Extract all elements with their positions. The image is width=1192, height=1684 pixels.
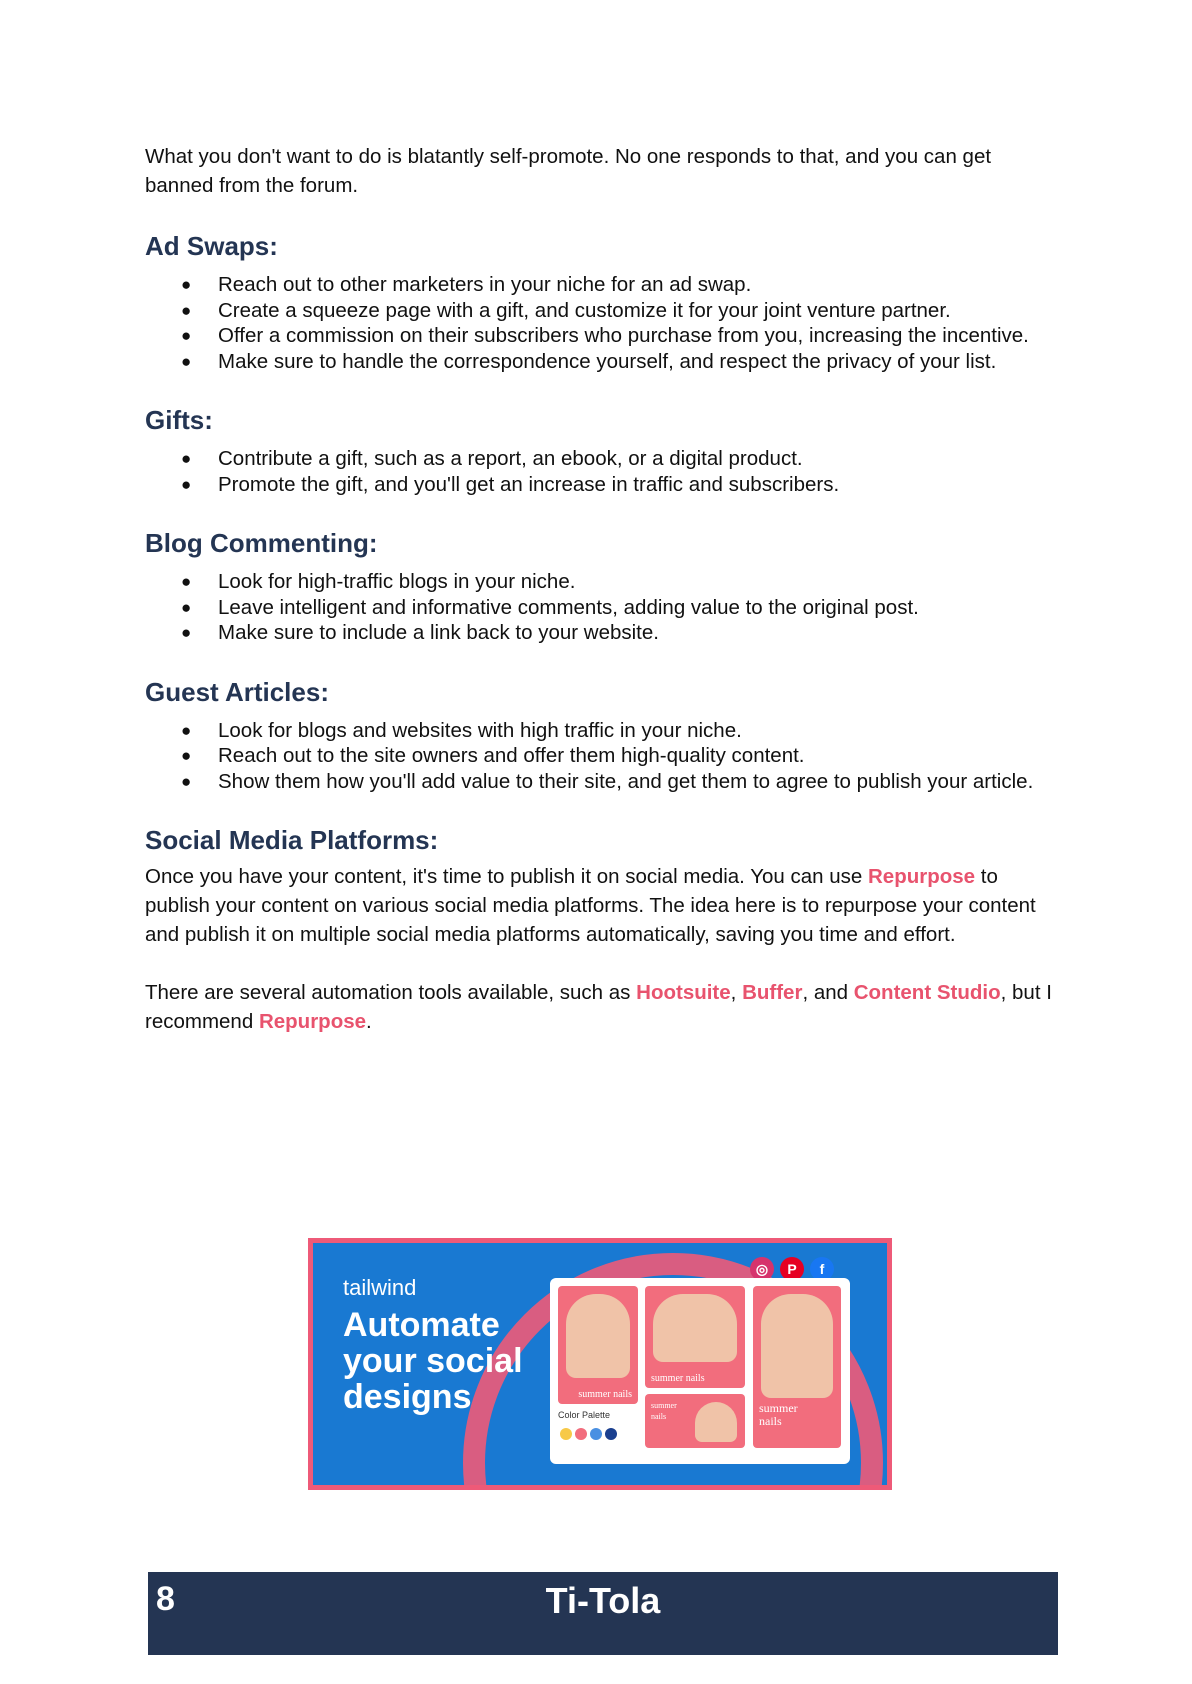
- card-caption: summer nails: [651, 1373, 705, 1384]
- color-palette-label: Color Palette: [558, 1410, 611, 1420]
- bullet-icon: ●: [181, 746, 192, 765]
- bullet-icon: ●: [181, 449, 192, 468]
- card-caption: summer nails: [759, 1401, 798, 1428]
- list-item: ● Contribute a gift, such as a report, an ebook, or a digital product.: [181, 447, 803, 470]
- bullet-icon: ●: [181, 275, 192, 294]
- bullet-icon: ●: [181, 771, 192, 791]
- heading-gifts: Gifts:: [145, 405, 213, 435]
- heading-social-media: Social Media Platforms:: [145, 825, 439, 855]
- list-item: ● Leave intelligent and informative comments, adding value to the original post.: [181, 595, 919, 619]
- bullet-icon: ●: [181, 597, 192, 617]
- instagram-icon: ◎: [750, 1257, 774, 1281]
- design-card: [645, 1394, 745, 1448]
- palette-swatch: [605, 1428, 617, 1440]
- pinterest-icon: P: [780, 1257, 804, 1281]
- footer-title: Ti-Tola: [545, 1580, 661, 1621]
- heading-blog-commenting: Blog Commenting:: [145, 528, 378, 558]
- hand-image: [761, 1294, 833, 1398]
- list-guest-articles: [145, 718, 1055, 795]
- social-paragraph-2: There are several automation tools available, such as Hootsuite, Buffer, and Content Studio, but I recommend Repurpose.: [145, 981, 1052, 1033]
- repurpose-link[interactable]: Repurpose: [867, 865, 976, 888]
- card-caption: summer nails: [651, 1401, 677, 1421]
- list-item: ● Look for high-traffic blogs in your niche.: [181, 570, 576, 593]
- content-studio-link[interactable]: Content Studio: [853, 981, 1001, 1004]
- list-ad-swaps: [145, 272, 1055, 374]
- palette-swatch: [575, 1428, 587, 1440]
- hand-image: [653, 1294, 737, 1362]
- bullet-icon: ●: [181, 474, 192, 494]
- list-item: ● Promote the gift, and you'll get an increase in traffic and subscribers.: [181, 472, 840, 496]
- heading-guest-articles: Guest Articles:: [145, 676, 329, 707]
- list-item: ● Reach out to other marketers in your niche for an ad swap.: [181, 273, 752, 296]
- page-number: 8: [156, 1580, 175, 1618]
- list-item: ● Create a squeeze page with a gift, and customize it for your joint venture partner.: [181, 298, 951, 322]
- list-item: ● Show them how you'll add value to their site, and get them to agree to publish your article.: [181, 769, 1034, 793]
- bullet-icon: ●: [181, 720, 192, 740]
- heading-ad-swaps: Ad Swaps:: [145, 231, 278, 261]
- design-card: [753, 1286, 841, 1448]
- page-content: [145, 142, 1055, 1036]
- hand-image: [695, 1402, 737, 1442]
- tailwind-banner-image: [308, 1238, 892, 1490]
- design-card: [645, 1286, 745, 1388]
- hootsuite-link[interactable]: Hootsuite: [636, 981, 731, 1004]
- bullet-icon: ●: [181, 623, 192, 642]
- banner-headline: Automate your social designs: [343, 1306, 523, 1416]
- social-paragraph-1: Once you have your content, it's time to publish it on social media. You can use Repurpose to publish your content on various social media platforms. The idea here is to repurpose your content and publish it on multiple social media platforms automatically, saving you time and effort.: [145, 865, 1036, 946]
- list-gifts: [145, 446, 1055, 497]
- design-panel: [550, 1278, 850, 1464]
- bullet-icon: ●: [181, 351, 192, 371]
- palette-swatch: [560, 1428, 572, 1440]
- repurpose-link-2[interactable]: Repurpose: [258, 1010, 367, 1033]
- design-card: [558, 1286, 638, 1404]
- card-caption: summer nails: [578, 1389, 632, 1400]
- hand-image: [566, 1294, 630, 1378]
- list-item: ● Reach out to the site owners and offer them high-quality content.: [181, 744, 805, 767]
- facebook-icon: f: [810, 1257, 834, 1281]
- page-footer: [148, 1572, 1058, 1655]
- list-item: ● Look for blogs and websites with high traffic in your niche.: [181, 718, 742, 742]
- list-item: ● Offer a commission on their subscribers who purchase from you, increasing the incentive.: [181, 324, 1029, 347]
- list-blog-commenting: [145, 569, 1055, 646]
- palette-swatch: [590, 1428, 602, 1440]
- bullet-icon: ●: [181, 300, 192, 320]
- intro-paragraph: What you don't want to do is blatantly self-promote. No one responds to that, and you can get banned from the forum.: [145, 145, 992, 197]
- list-item: ● Make sure to include a link back to your website.: [181, 621, 659, 644]
- buffer-link[interactable]: Buffer: [742, 981, 803, 1004]
- bullet-icon: ●: [181, 326, 192, 345]
- bullet-icon: ●: [181, 572, 192, 591]
- list-item: ● Make sure to handle the correspondence yourself, and respect the privacy of your list.: [181, 349, 997, 373]
- tailwind-logo: tailwind: [343, 1275, 417, 1300]
